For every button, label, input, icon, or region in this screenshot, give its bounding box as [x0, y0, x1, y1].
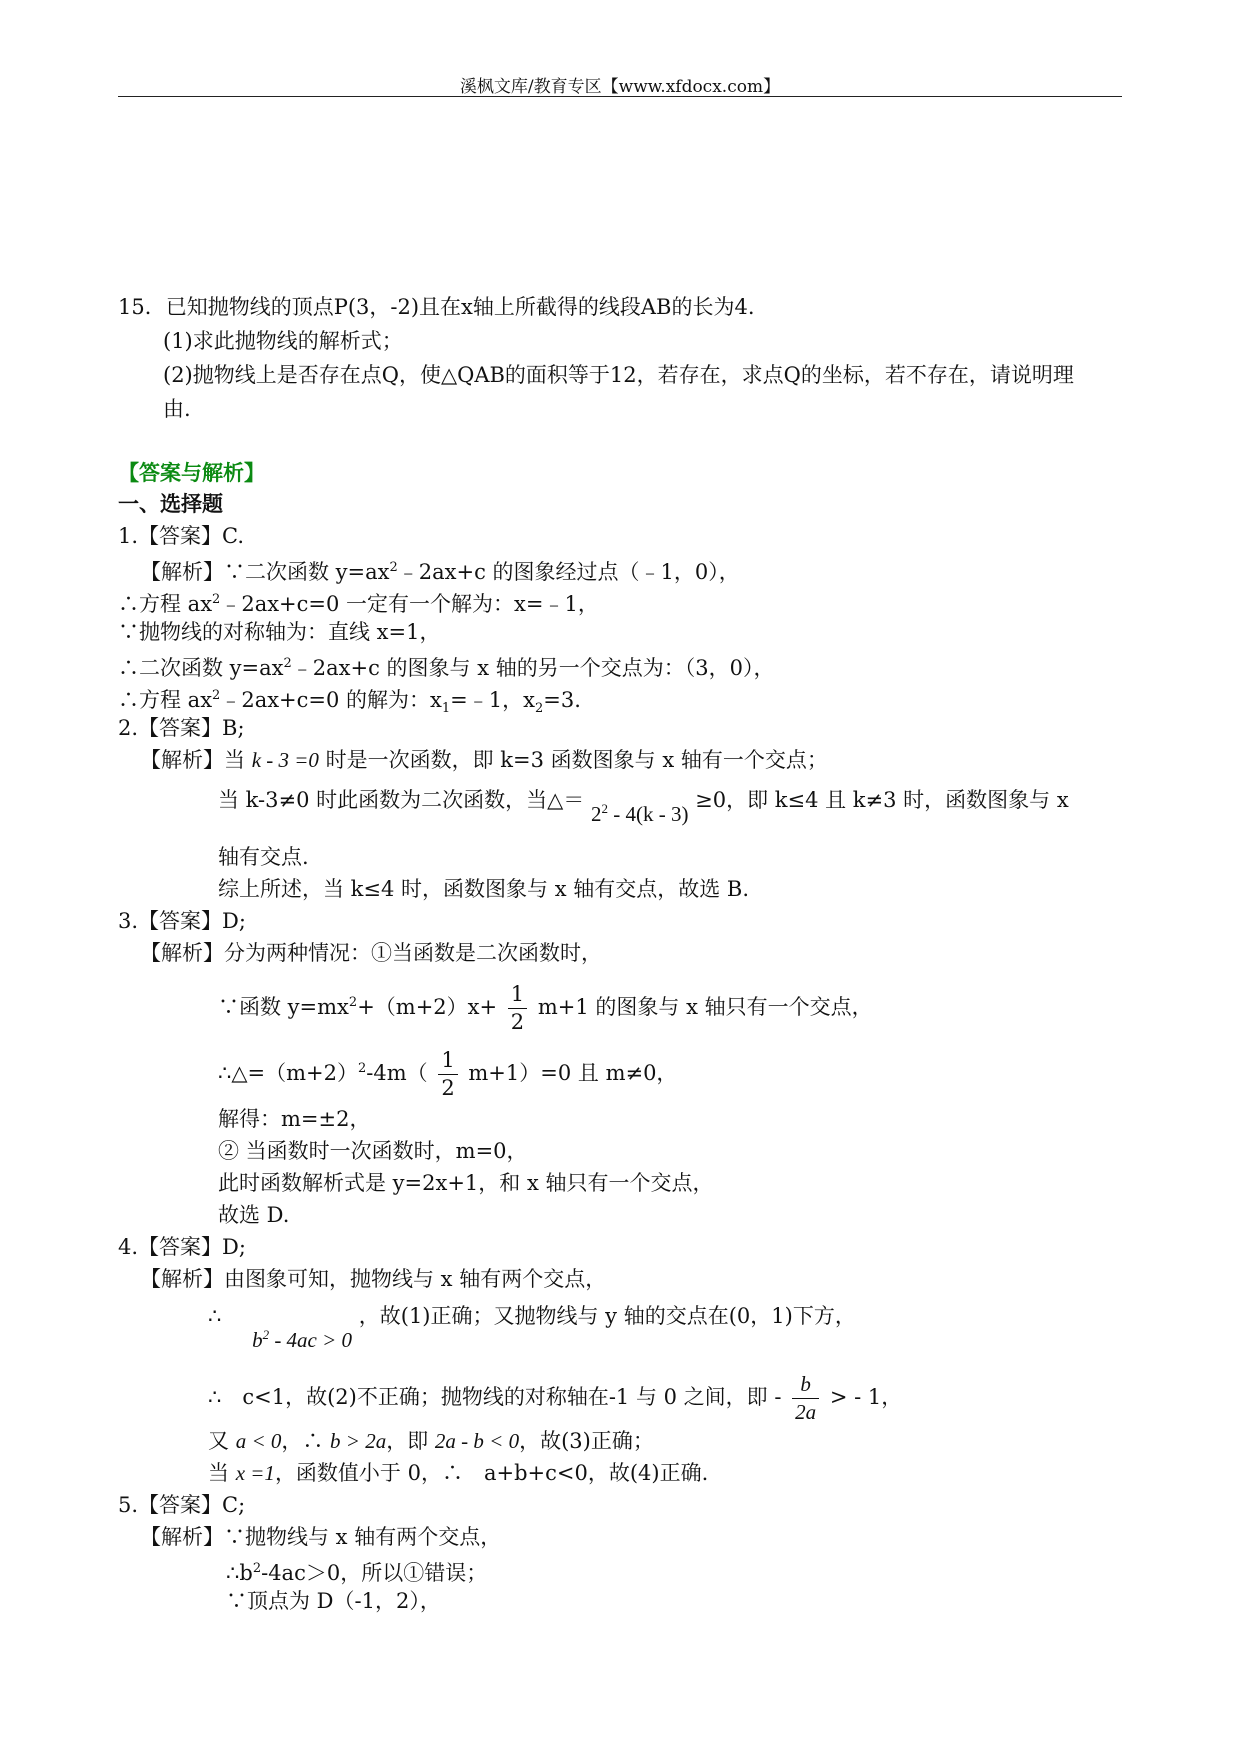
answer-5-line-1: 【解析】∵抛物线与 x 轴有两个交点，	[140, 1525, 502, 1549]
answer-2-line-4: 综上所述，当 k≤4 时，函数图象与 x 轴有交点，故选 B.	[218, 877, 750, 901]
answer-3: 3.【答案】D;	[118, 909, 246, 933]
answer-5-line-2: $\therefore b^2-4ac>0$，所以①错误；	[226, 1561, 488, 1585]
answer-4-line-1: 【解析】由图象可知，抛物线与 x 轴有两个交点，	[140, 1267, 607, 1291]
answer-1: 1.【答案】C.	[118, 524, 245, 548]
q15-line-1: 15．已知抛物线的顶点P(3，-2)且在x轴上所截得的线段AB的长为4.	[118, 295, 755, 319]
answer-2-line-1: 【解析】当 k - 3 =0 时是一次函数，即 k=3 函数图象与 x 轴有一个交点；	[140, 748, 828, 772]
answer-3-line-4: 解得：m=±2，	[218, 1107, 371, 1131]
q15-line-4: 由.	[163, 397, 191, 421]
answer-4-line-4: 又 a < 0，∴ b > 2a，即 2a - b < 0，故(3)正确；	[208, 1429, 654, 1453]
header-rule	[118, 96, 1122, 97]
page-header: 溪枫文库/教育专区【www.xfdocx.com】	[459, 77, 781, 97]
answer-3-line-5: ② 当函数时一次函数时，m=0，	[218, 1139, 528, 1163]
answer-4: 4.【答案】D;	[118, 1235, 246, 1259]
answer-3-line-6: 此时函数解析式是 y=2x+1，和 x 轴只有一个交点，	[218, 1171, 714, 1195]
q15-line-3: (2)抛物线上是否存在点Q，使△QAB的面积等于12，若存在，求点Q的坐标，若不存在，请说明理	[163, 363, 1074, 387]
answer-5-line-3: ∵顶点为 D（-1，2），	[226, 1589, 441, 1613]
answer-3-line-7: 故选 D.	[218, 1203, 290, 1227]
answer-2-line-3: 轴有交点.	[218, 845, 309, 869]
answer-1-line-4: ∴二次函数 $y=ax^2﹣2ax+c$ 的图象与 x 轴的另一个交点为：（3，0），	[118, 656, 775, 680]
answers-title: 【答案与解析】	[118, 460, 265, 485]
answer-5: 5.【答案】C;	[118, 1493, 246, 1517]
answer-3-line-1: 【解析】分为两种情况：①当函数是二次函数时，	[140, 941, 602, 965]
answer-4-line-2: ∴ $b^2 - 4ac > 0$ ，故(1)正确；又抛物线与 y 轴的交点在(0，1)下方，	[208, 1304, 856, 1352]
answer-1-line-5: ∴方程 $ax^2﹣2ax+c=0$ 的解为：$x_1=﹣1$，$x_2=3$.	[118, 688, 581, 717]
answer-4-line-3: ∴ c<1，故(2)不正确；抛物线的对称轴在-1 与 0 之间，即 - $\frac{b}{2a}$ > - 1，	[208, 1372, 903, 1424]
answer-1-line-1: 【解析】∵二次函数 $y=ax^2﹣2ax+c$ 的图象经过点（﹣1，0），	[140, 560, 740, 584]
answer-1-line-2: ∴方程 $ax^2﹣2ax+c=0$ 一定有一个解为：x=﹣1，	[118, 592, 599, 616]
answer-4-line-5: 当 x =1，函数值小于 0，∴ a+b+c<0，故(4)正确.	[208, 1461, 709, 1485]
answer-1-line-3: ∵抛物线的对称轴为：直线 x=1，	[118, 620, 441, 644]
section-title: 一、选择题	[118, 491, 223, 516]
q15-line-2: (1)求此抛物线的解析式；	[163, 329, 403, 353]
answer-3-line-3: $\therefore\triangle=(m+2)^2-4m$（ $\frac{1}{2}$ m+1）=0 且 m≠0，	[218, 1048, 678, 1100]
answer-3-line-2: ∵函数 $y=mx^2+(m+2)x+$ $\frac{1}{2}$ m+1 的图象与 x 轴只有一个交点，	[218, 982, 873, 1034]
fraction-b-over-2a: $\frac{b}{2a}$	[792, 1374, 819, 1423]
answer-2: 2.【答案】B;	[118, 716, 245, 740]
fraction-half: $\frac{1}{2}$	[438, 1050, 457, 1099]
answer-2-line-2: 当 k-3≠0 时此函数为二次函数，当△＝ $2^2 - 4(k - 3) \ge 0$，即 k≤4 且 k≠3 时，函数图象与 x	[218, 788, 1069, 826]
fraction-half: $\frac{1}{2}$	[508, 984, 527, 1033]
